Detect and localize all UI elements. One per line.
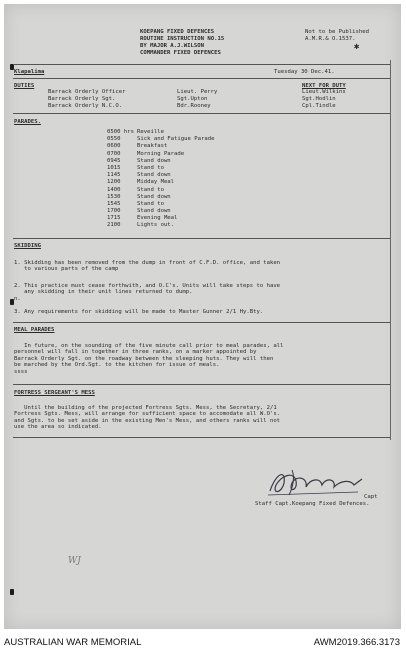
parade-event: Lights out.	[137, 222, 175, 229]
parade-time: 1700	[107, 208, 121, 215]
parade-time: 0500 hrs	[107, 129, 134, 135]
signature-title: Staff Capt.Koepang Fixed Defences.	[255, 501, 370, 507]
text-line: 2. This practice must cease forthwith, and O.C's. Units will take steps to have	[14, 283, 281, 289]
parade-schedule	[107, 129, 214, 230]
parade-row	[107, 201, 214, 208]
divider	[13, 78, 391, 79]
text-line: use the area so indicated.	[14, 424, 102, 431]
duty-role: Barrack Orderly Officer	[48, 89, 126, 95]
parade-event: Breakfast	[137, 143, 168, 150]
divider	[13, 322, 391, 323]
parades-heading: PARADES.	[14, 119, 41, 125]
parade-time: 1200	[107, 179, 121, 186]
parade-row	[107, 179, 214, 186]
meal-parades-heading: MEAL PARADES	[14, 327, 55, 333]
text-line: and Sgts. to be set aside in the existing Men's Mess, and others ranks will not	[14, 417, 281, 424]
duty-next: Lieut.Wilkins	[302, 89, 346, 95]
text-line: In future, on the sounding of the five minute call prior to meal parades, all	[14, 343, 284, 349]
divider	[13, 64, 391, 65]
parade-event: Midday Meal	[137, 179, 175, 186]
date: Tuesday 30 Dec.41.	[274, 69, 335, 75]
punch-hole	[10, 589, 14, 595]
parade-time: 0600	[107, 143, 121, 150]
skidding-paragraph-2	[14, 283, 386, 302]
parade-event: Morning Parade	[137, 150, 185, 157]
parade-row	[107, 143, 214, 150]
next-for-duty-heading: NEXT FOR DUTY	[302, 83, 346, 89]
text-line: 3. Any requirements for skidding will be made to Master Gunner 2/1 Hy.Bty.	[14, 309, 264, 315]
parade-time: 1145	[107, 172, 121, 179]
ink-mark: ✱	[354, 42, 360, 52]
parade-time: 0550	[107, 136, 121, 143]
skidding-paragraph-3	[14, 309, 386, 315]
parade-event: Stand to	[137, 200, 164, 207]
parade-row	[107, 129, 214, 136]
text-line: Fortress Sgts. Mess, will arrange for sufficient space to accomodate all W.O's.	[14, 411, 281, 418]
parade-time: 2100	[107, 222, 121, 229]
duty-next: Cpl.Tindle	[302, 103, 336, 109]
text-line: personnel will fall in together in three ranks, on a marker appointed by	[14, 349, 257, 356]
text-line: to various parts of the camp	[14, 266, 119, 273]
parade-time: 0945	[107, 157, 121, 164]
parade-row	[107, 136, 214, 143]
text-line: any skidding in their unit lines returned to dump.	[14, 289, 193, 296]
parade-row	[107, 208, 214, 215]
footer-accession-number: AWM2019.366.3173	[313, 637, 400, 648]
parade-event: Reveille	[137, 129, 164, 135]
duty-name: Sgt.Upton	[177, 96, 208, 102]
divider	[13, 238, 391, 239]
text-line: be marched by the Ord.Sgt. to the kitchen for issue of meals.	[14, 362, 220, 369]
parade-event: Stand down	[137, 208, 171, 215]
parade-time: 1015	[107, 164, 121, 171]
stray-mark: ssss	[14, 368, 28, 375]
publish-notice-1: Not to be Published	[305, 29, 369, 35]
sergeants-mess-heading: FORTRESS SERGEANT'S MESS	[14, 390, 95, 396]
divider	[13, 113, 391, 114]
parade-event: Stand to	[137, 164, 164, 171]
text-line: Barrack Orderly Sgt. on the roadway between the sleeping huts. They will then	[14, 355, 274, 362]
parade-time: 1400	[107, 186, 121, 193]
margin-line	[390, 60, 391, 440]
parade-time: 0700	[107, 150, 121, 157]
duty-name: Bdr.Rooney	[177, 103, 211, 109]
header-title-3: BY MAJOR A.J.WILSON	[140, 43, 204, 49]
duties-heading: DUTIES	[14, 83, 35, 89]
duty-next: Sgt.Hodlin	[302, 96, 336, 102]
sergeants-mess-paragraph	[14, 405, 386, 431]
footer-bar	[0, 630, 406, 653]
publish-notice-2: A.M.R.& O.1537.	[305, 36, 356, 42]
parade-row	[107, 187, 214, 194]
header-title-2: ROUTINE INSTRUCTION NO.15	[140, 36, 225, 42]
duty-role: Barrack Orderly Sgt.	[48, 96, 116, 102]
parade-time: 1530	[107, 193, 121, 200]
parade-row	[107, 158, 214, 165]
parade-row	[107, 172, 214, 179]
parade-row	[107, 194, 214, 201]
signature-rank: Capt	[364, 494, 378, 500]
handwritten-mark: WJ	[68, 556, 81, 566]
parade-row	[107, 222, 214, 229]
text-line: Until the building of the projected Fortress Sgts. Mess, the Secretary, 2/1	[14, 405, 277, 411]
parade-event: Stand to	[137, 186, 164, 193]
meal-parades-paragraph	[14, 343, 386, 375]
divider	[13, 384, 391, 385]
parade-row	[107, 165, 214, 172]
parade-event: Stand down	[137, 193, 171, 200]
parade-time: 1715	[107, 215, 121, 222]
parade-row	[107, 215, 214, 222]
signature-scrawl	[262, 465, 372, 501]
duty-name: Lieut. Perry	[177, 89, 218, 95]
text-line: 1. Skidding has been removed from the dump in front of C.F.D. office, and taken	[14, 260, 281, 266]
parade-time: 1545	[107, 200, 121, 207]
divider	[13, 437, 391, 438]
header-title-1: KOEPANG FIXED DEFENCES	[140, 29, 215, 35]
skidding-paragraph-1	[14, 260, 386, 273]
parade-event: Stand down	[137, 157, 171, 164]
parade-row	[107, 151, 214, 158]
footer-institution: AUSTRALIAN WAR MEMORIAL	[4, 637, 142, 648]
place: Klapalima	[14, 69, 45, 75]
parade-event: Sick and Fatigue Parade	[137, 136, 215, 143]
duty-role: Barrack Orderly N.C.O.	[48, 103, 123, 109]
stray-mark: n.	[14, 295, 21, 302]
header-title-4: COMMANDER FIXED DEFENCES	[140, 50, 221, 56]
parade-event: Stand down	[137, 172, 171, 179]
parade-event: Evening Meal	[137, 215, 178, 222]
skidding-heading: SKIDDING	[14, 243, 41, 249]
